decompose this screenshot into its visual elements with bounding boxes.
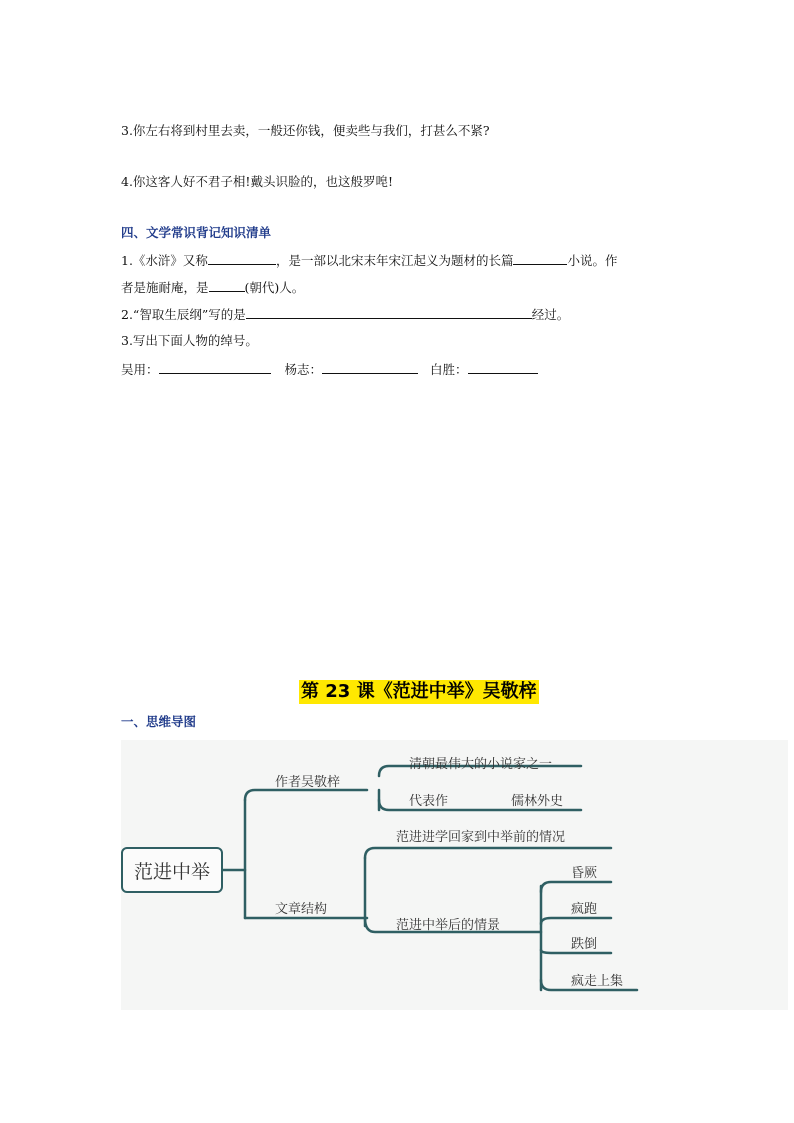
- baisheng-label: 白胜：: [430, 362, 468, 377]
- blank-yangzhi[interactable]: [322, 361, 418, 374]
- mindmap-author-leaf-2-label: 代表作: [409, 794, 449, 809]
- item1-text-c: 小说。作: [567, 253, 618, 268]
- item1-text-a: 1.《水浒》又称: [121, 253, 208, 268]
- blank-shuihu-alias[interactable]: [208, 252, 276, 265]
- item1-line2: [121, 279, 304, 296]
- blank-wuyong[interactable]: [159, 361, 271, 374]
- item3-line: 3.写出下面人物的绰号。: [121, 333, 258, 348]
- mind-map: [121, 740, 788, 1010]
- line-q3: 3.你左右将到村里去卖，一般还你钱，便卖些与我们，打甚么不紧?: [121, 123, 490, 138]
- nickname-line: [121, 361, 538, 378]
- mindmap-sub-3: 跌倒: [571, 937, 598, 952]
- item1-text-d: 者是施耐庵，是: [121, 280, 209, 295]
- item1-text-b: ，是一部以北宋末年宋江起义为题材的长篇: [275, 253, 514, 268]
- section1-heading: 一、思维导图: [121, 714, 197, 729]
- mindmap-author-leaf-1: 清朝最伟大的小说家之一: [409, 757, 553, 772]
- mindmap-structure-leaf-1: 范进进学回家到中举前的情况: [396, 830, 566, 845]
- blank-baisheng[interactable]: [468, 361, 538, 374]
- lesson-title: 第 23 课《范进中举》吴敬梓: [301, 681, 537, 702]
- item1-text-e: (朝代)人。: [244, 280, 305, 295]
- blank-dynasty[interactable]: [209, 279, 245, 292]
- item2-text-b: 经过。: [531, 307, 570, 322]
- mindmap-sub-2: 疯跑: [571, 902, 598, 917]
- mindmap-author-leaf-2-value: 儒林外史: [511, 794, 564, 809]
- mindmap-root: 范进中举: [121, 847, 223, 893]
- section4-heading: 四、文学常识背记知识清单: [121, 225, 272, 240]
- mindmap-sub-1: 昏厥: [571, 866, 598, 881]
- yangzhi-label: 杨志：: [284, 362, 323, 377]
- mindmap-branch-author: 作者吴敬梓: [275, 775, 341, 790]
- blank-story[interactable]: [246, 306, 532, 319]
- blank-novel-type[interactable]: [513, 252, 567, 265]
- mindmap-sub-4: 疯走上集: [571, 974, 624, 989]
- mindmap-branch-structure: 文章结构: [275, 902, 328, 917]
- line-q4: 4.你这客人好不君子相!戴头识脸的，也这般罗唣!: [121, 174, 393, 189]
- mindmap-structure-leaf-2: 范进中举后的情景: [396, 918, 501, 933]
- wuyong-label: 吴用：: [121, 362, 159, 377]
- item1-line1: [121, 252, 617, 269]
- item2-text-a: 2.“智取生辰纲”写的是: [121, 307, 246, 322]
- item2-line: [121, 306, 569, 323]
